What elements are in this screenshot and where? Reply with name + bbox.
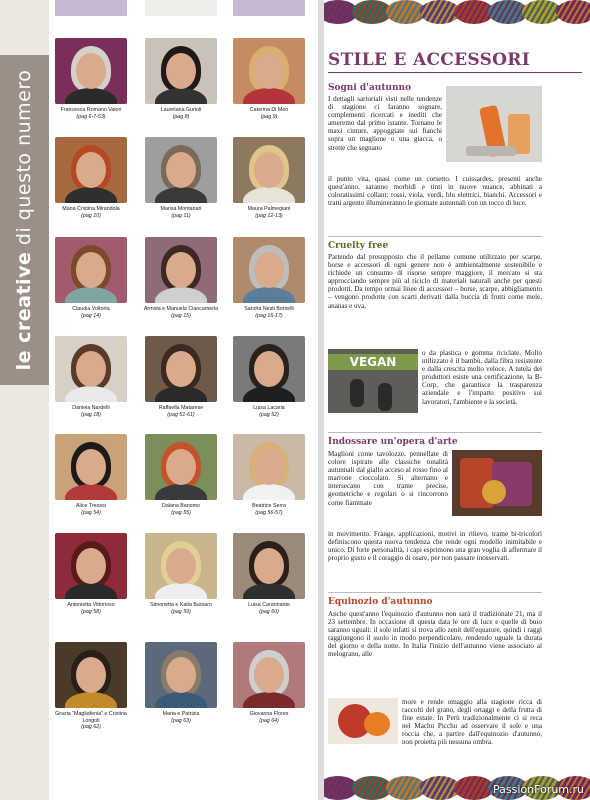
contributor-page: (pag 8) — [172, 113, 190, 120]
contributor-page: (pag 15) — [171, 312, 191, 319]
contributor-page: (pag 18) — [81, 411, 101, 418]
section-text-cruelty-b: o da plastica e gomma riciclate. Molto utilizzato è il bambù, dalla fibra resistente e dalla crescita molto veloce. A tutela dei produttori esiste una certificazione, la B-Corp, che garantisce la trasparenza aziendale e l'impatto positivo sui lavoratori, l'ambiente e la società. — [422, 349, 542, 406]
contributor-photo — [233, 336, 305, 402]
contributor-page: (pag 62) — [81, 724, 101, 731]
contributor-page: (pag 12-13) — [255, 212, 283, 219]
contributor-page: (pag 9) — [260, 113, 278, 120]
contributor-name: Marisa Montanari — [160, 206, 202, 212]
sidebar-title: le creative di questo numero — [13, 69, 35, 371]
contributor-name: Maura Palmegiani — [247, 206, 291, 212]
contributor-caption — [136, 711, 226, 724]
contributor-page: (pag 55) — [171, 509, 191, 516]
contributor-page: (pag 14) — [81, 312, 101, 319]
section-title-cruelty: Cruelty free — [328, 241, 389, 251]
contributor-page: (pag 52) — [259, 411, 279, 418]
contributor-name: Sandra Nesti Borselli — [244, 306, 294, 312]
contributor-name: Alice Treossi — [75, 503, 107, 509]
top-tab-left — [55, 0, 127, 16]
contributor-photo — [55, 137, 127, 203]
contributor-caption — [224, 107, 314, 120]
contributor-photo — [145, 237, 217, 303]
contributor-caption — [136, 405, 226, 418]
contributor-name: Maria Cristina Mirandola — [62, 206, 120, 212]
contributor-name: Luisa Lacaria — [253, 405, 285, 411]
contributor-photo — [233, 38, 305, 104]
page-heading: STILE E ACCESSORI — [328, 50, 530, 70]
contributor-photo — [145, 533, 217, 599]
contributor-caption — [46, 107, 136, 120]
top-tab-right — [233, 0, 305, 16]
section-divider — [328, 432, 542, 433]
contributor-name: Dalana Banomo — [162, 503, 200, 509]
contributor-page: (pag 51-61) — [167, 411, 195, 418]
contributor-name: Giovanna Flores — [249, 711, 289, 717]
contributor-page: (pag 60) — [259, 608, 279, 615]
contributor-name: Beatrice Serra — [252, 503, 286, 509]
contributor-photo — [55, 38, 127, 104]
contributor-caption — [46, 206, 136, 219]
contributor-name: Armida e Manuela Ciancamerla — [143, 306, 219, 312]
contributor-caption — [46, 503, 136, 516]
section-text-equinozio-a: Anche quest'anno l'equinozio d'autunno non sarà il tradizionale 21, ma il 23 settembre. In occasione di questa data le ore di luce e quelle di buio saranno uguali: il sole infatti si trova allo zenit dell'equatore, quindi i raggi raggiungono il suolo in modo perpendicolare, rendendo uguale la durata del giorno e della notte. In Italia l'inizio dell'autunno viene associato al melograno, alle — [328, 610, 542, 659]
section-divider — [328, 592, 542, 593]
section-text-equinozio-b: more e rende omaggio alla stagione ricca di raccolti del grano, degli ortaggi e della frutta di fine estate. In Perù tradizionalmente ci si reca nel Machu Picchu ad osservare il sole e una roccia che, a partire dall'equinozio d'autunno, non proietta più nessuna ombra. — [402, 698, 542, 747]
contributor-photo — [55, 237, 127, 303]
contributor-name: Antonietta Vittorioso — [67, 602, 115, 608]
contributor-name: Luisa Carannante — [248, 602, 290, 608]
contributor-caption — [136, 602, 226, 615]
contributor-name: Raffaella Matarese — [158, 405, 204, 411]
yarn-banner-top — [324, 0, 590, 24]
watermark: PassionForum.ru — [493, 783, 584, 796]
section-image-sweater — [452, 450, 542, 516]
contributor-caption — [46, 602, 136, 615]
contributor-photo — [145, 642, 217, 708]
contributor-photo — [145, 434, 217, 500]
contributor-photo — [145, 336, 217, 402]
section-text-sogni-b: il punto vita, quasi come un corsetto. I cuissardes, presenti anche quest'anno, saranno morbidi e tinti in nuove nuance, abbinati a coloratissimi collant: rossi, viola, verdi, blu elettrici, bianchi. Accessori e tratti argento illumineranno le giornate autunnali con un tocco di luce. — [328, 175, 542, 208]
contributor-caption — [224, 206, 314, 219]
contributor-caption — [136, 306, 226, 319]
section-title-sogni: Sogni d'autunno — [328, 83, 412, 93]
contributor-photo — [233, 642, 305, 708]
section-text-cruelty-a: Partendo dal presupposto che il pellame comune utilizzato per scarpe, borse e accessori di ogni genere non è ambientalmente sostenibile e richiede un consumo di risorse sempre maggiore, il mercato si sta approcciando sempre più al riciclo di materiali naturali anche per questi prodotti. Da tempo ormai linee di accessori – borse, scarpe, abbigliamento – vengono prodotte con scarti derivati dalla buccia di frutti come mele, ananas e uva, — [328, 253, 542, 310]
contributor-photo — [233, 237, 305, 303]
contributor-photo — [233, 434, 305, 500]
section-image-vegan — [328, 349, 418, 413]
contributor-caption — [46, 306, 136, 319]
contributor-caption — [136, 206, 226, 219]
contributor-photo — [55, 336, 127, 402]
section-title-opera: Indossare un'opera d'arte — [328, 437, 458, 447]
contributor-page: (pag 11) — [171, 212, 191, 219]
section-image-boots — [446, 86, 542, 162]
contributor-page: (pag 56-57) — [255, 509, 283, 516]
contributor-caption — [46, 405, 136, 418]
contributor-page: (pag 58) — [81, 608, 101, 615]
contributor-photo — [233, 137, 305, 203]
contributor-photo — [55, 533, 127, 599]
contributor-caption — [224, 503, 314, 516]
contributor-name: Simonetta e Katia Barsaro — [150, 602, 212, 608]
contributor-caption — [224, 602, 314, 615]
section-divider — [328, 236, 542, 237]
contributor-photo — [55, 642, 127, 708]
contributor-photo — [233, 533, 305, 599]
contributor-page: (pag 63) — [171, 717, 191, 724]
contributor-name: Grazia "Magliafenia" e Cristina Longoli — [55, 711, 127, 724]
contributor-photo — [145, 137, 217, 203]
contributor-name: Daniela Nardelli — [72, 405, 110, 411]
contributor-caption — [136, 107, 226, 120]
contributor-caption — [46, 711, 136, 731]
contributor-photo — [55, 434, 127, 500]
contributor-caption — [224, 711, 314, 724]
contributor-caption — [224, 306, 314, 319]
section-text-opera-a: Maglioni come tavolozze, pennellate di colore ispirate alle classiche tonalità autunnali dal giallo acceso al rosso fino al marrone cioccolato. Si alternano e intersecano con trame precise, geometriche e regolari o si rincorrono come fiammate — [328, 450, 448, 507]
contributor-photo — [145, 38, 217, 104]
section-title-equinozio: Equinozio d'autunno — [328, 597, 433, 607]
contributor-page: (pag 54) — [81, 509, 101, 516]
heading-rule — [328, 72, 582, 73]
contributor-page: (pag 6-7-53) — [76, 113, 106, 120]
top-tab-middle — [145, 0, 217, 16]
vegan-label: VEGAN — [349, 355, 397, 369]
contributor-page: (pag 10) — [81, 212, 101, 219]
contributor-page: (pag 59) — [171, 608, 191, 615]
contributor-name: Maria e Patrizia — [162, 711, 200, 717]
contributor-name: Claudia Voltorta — [72, 306, 110, 312]
contributor-caption — [136, 503, 226, 516]
contributor-name: Lauretana Gurioli — [160, 107, 202, 113]
page-gutter — [318, 0, 324, 800]
contributor-page: (pag 64) — [259, 717, 279, 724]
section-text-sogni-a: I dettagli sartoriali visti nelle tendenze di stagione ci faranno sognare, complementi ricercati e inediti che ameremo dal primo istante. Tornano le maxi cinture, appoggiate sui fianchi sopra un maglione o una giacca, o strette che segnano — [328, 95, 442, 152]
contributor-name: Francesca Romano Valori — [60, 107, 122, 113]
section-text-opera-b: in movimento. Frange, applicazioni, motivi in rilievo, trame bi-tricolori definiscono questa nuova tendenza che rende ogni modello inimitabile e unico. Di forte personalità, i capi esprimono una gran voglia di affermare il proprio gusto e il coraggio di osare, per non passare inosservati. — [328, 530, 542, 563]
contributor-name: Caterina Di Meo — [249, 107, 289, 113]
contributor-caption — [224, 405, 314, 418]
section-image-pomegranate — [328, 698, 398, 744]
contributor-page: (pag 16-17) — [255, 312, 283, 319]
